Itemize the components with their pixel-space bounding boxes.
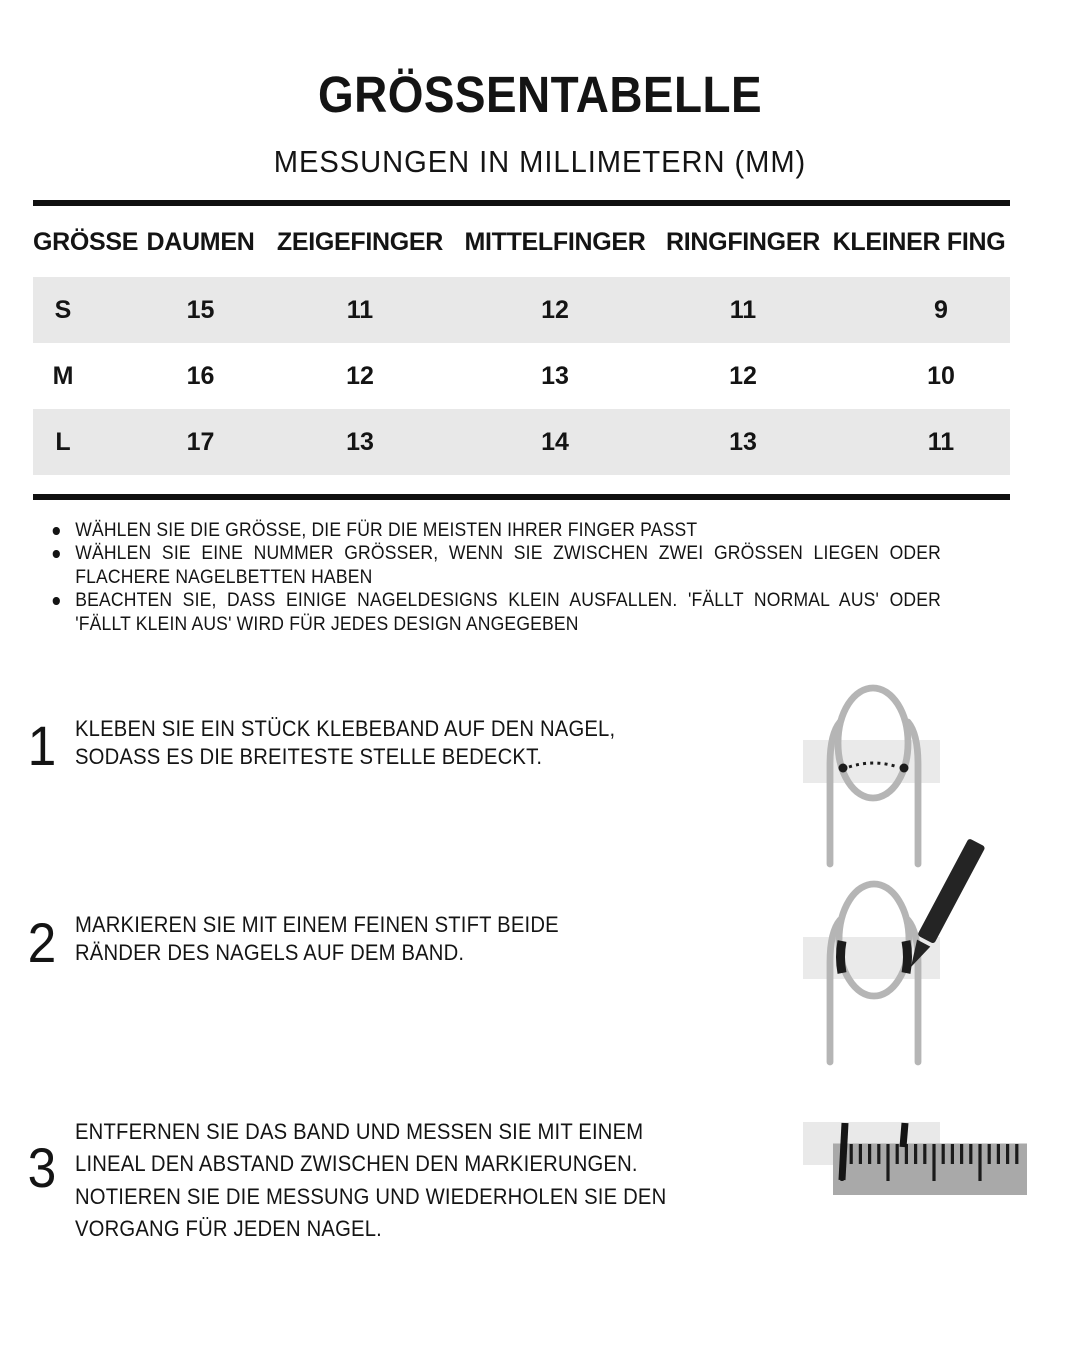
step-text-line: ENTFERNEN SIE DAS BAND UND MESSEN SIE MIT EINEM — [75, 1119, 644, 1144]
value-cell: 11 — [927, 427, 955, 456]
value-cell: 12 — [541, 295, 569, 324]
bullet-icon — [53, 527, 60, 535]
list-item — [50, 589, 941, 636]
value-cell: 11 — [729, 295, 757, 324]
note-text: WÄHLEN SIE DIE GRÖSSE, DIE FÜR DIE MEISTEN IHRER FINGER PASST — [75, 519, 698, 541]
value-cell: 11 — [346, 295, 374, 324]
list-item — [50, 542, 941, 589]
size-table-header — [33, 212, 1010, 272]
col-header-daumen: DAUMEN — [146, 227, 255, 256]
table-row-s — [33, 277, 1010, 343]
step-text-line: SODASS ES DIE BREITESTE STELLE BEDECKT. — [75, 744, 543, 770]
value-cell: 12 — [346, 361, 374, 390]
size-table-body — [33, 277, 1010, 475]
note-text: WÄHLEN SIE EINE NUMMER GRÖSSER, WENN SIE ZWISCHEN ZWEI GRÖSSEN LIEGEN ODER — [75, 542, 941, 565]
step-text-line: RÄNDER DES NAGELS AUF DEM BAND. — [75, 940, 465, 966]
value-cell: 15 — [186, 295, 215, 324]
value-cell: 9 — [934, 295, 948, 324]
note-text: BEACHTEN SIE, DASS EINIGE NAGELDESIGNS KLEIN AUSFALLEN. 'FÄLLT NORMAL AUS' ODER — [75, 589, 941, 612]
fitting-notes-list — [50, 519, 941, 636]
col-header-ringfinger: RINGFINGER — [666, 227, 820, 256]
bottom-divider — [33, 494, 1010, 500]
top-divider — [33, 200, 1010, 206]
page-subtitle: MESSUNGEN IN MILLIMETERN (MM) — [273, 144, 807, 179]
step-1-number: 1 — [27, 714, 57, 777]
list-item — [50, 519, 941, 542]
value-cell: 16 — [186, 361, 215, 390]
step3-ruler-illustration — [775, 1105, 1075, 1215]
step-text-line: MARKIEREN SIE MIT EINEM FEINEN STIFT BEIDE — [75, 912, 559, 937]
step-2-instructions — [75, 911, 793, 968]
col-header-zeigefinger: ZEIGEFINGER — [276, 227, 444, 256]
value-cell: 10 — [927, 361, 955, 390]
bullet-icon — [53, 550, 60, 558]
value-cell: 17 — [186, 427, 215, 456]
bullet-icon — [53, 597, 60, 605]
value-cell: 13 — [346, 427, 374, 456]
step-3-number: 3 — [27, 1136, 57, 1199]
size-label: L — [55, 427, 71, 456]
col-header-groesse: GRÖSSE — [33, 227, 139, 256]
marker-pen-icon — [903, 838, 986, 971]
col-header-mittelfinger: MITTELFINGER — [464, 227, 646, 256]
page-title: GRÖSSENTABELLE — [317, 66, 763, 123]
step-2-number: 2 — [27, 911, 57, 974]
value-cell: 13 — [729, 427, 757, 456]
step2-marking-illustration — [760, 815, 1080, 1070]
table-row-m — [33, 343, 1010, 409]
size-label: S — [54, 295, 72, 324]
size-label: M — [52, 361, 74, 390]
col-header-kleiner-finger: KLEINER FING — [832, 227, 1006, 256]
value-cell: 12 — [729, 361, 757, 390]
step-text-line: LINEAL DEN ABSTAND ZWISCHEN DEN MARKIERUNGEN. — [75, 1151, 638, 1177]
step-text-line: KLEBEN SIE EIN STÜCK KLEBEBAND AUF DEN NAGEL, — [75, 716, 616, 741]
table-row-l — [33, 409, 1010, 475]
step-3-instructions — [75, 1116, 793, 1246]
value-cell: 13 — [541, 361, 569, 390]
note-text: 'FÄLLT KLEIN AUS' WIRD FÜR JEDES DESIGN ANGEGEBEN — [75, 612, 579, 635]
value-cell: 14 — [541, 427, 569, 456]
note-text: FLACHERE NAGELBETTEN HABEN — [75, 565, 373, 588]
step-text-line: VORGANG FÜR JEDEN NAGEL. — [75, 1216, 382, 1242]
step-text-line: NOTIEREN SIE DIE MESSUNG UND WIEDERHOLEN SIE DEN — [75, 1183, 667, 1209]
step-1-instructions — [75, 715, 793, 772]
